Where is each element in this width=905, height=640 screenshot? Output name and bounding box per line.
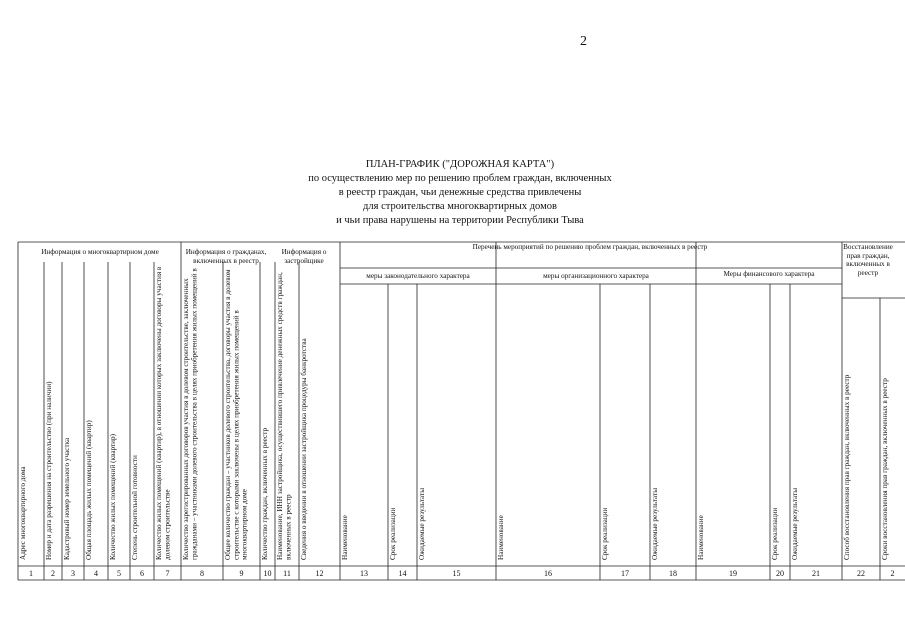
column-header: Общее количество граждан – участников долевого строительства, договоры участия в долевом строительстве с которыми заключены в целях приобретения жилых помещений в многоквартирном доме	[224, 269, 249, 560]
column-header: Ожидаемые результаты	[651, 487, 659, 560]
title-line: и чьи права нарушены на территории Республики Тыва	[336, 215, 584, 226]
column-header: Ожидаемые результаты	[791, 487, 799, 560]
subgroup-financial-header: Меры финансового характера	[723, 270, 815, 278]
group-developer-header: Информация о застройщике	[281, 248, 327, 265]
group-citizens-header: Информация о гражданах, включенных в реестр	[185, 248, 267, 265]
column-number: 16	[544, 569, 552, 578]
column-number: 21	[812, 569, 820, 578]
column-header: Сведения о введении в отношении застройщика процедуры банкротства	[300, 338, 308, 560]
column-header: Количество зарегистрированных договоров участия в долевом строительстве, заключенных гражданами – участниками долевого строительства в целях приобретения жилых помещений в	[182, 268, 199, 560]
column-number: 20	[776, 569, 784, 578]
group-restore-header: Восстановление прав граждан, включенных в реестр	[843, 243, 893, 277]
column-header: Сроки восстановления прав граждан, включенных в реестр	[881, 378, 889, 560]
subgroup-organizational-header: меры организационного характера	[543, 272, 649, 280]
column-number: 19	[729, 569, 737, 578]
column-number: 4	[94, 569, 98, 578]
column-number: 22	[857, 569, 865, 578]
column-number: 14	[398, 569, 407, 578]
column-number: 1	[29, 569, 33, 578]
column-number: 2	[51, 569, 55, 578]
column-header: Степень строительной готовности	[131, 455, 139, 560]
column-header: Номер и дата разрешения на строительство (при наличии)	[45, 381, 53, 560]
column-number: 11	[283, 569, 291, 578]
column-header: Количество жилых помещений (квартир), в отношении которых заключены договоры участия в долевом строительстве	[155, 266, 172, 560]
column-header: Количество граждан, включенных в реестр	[261, 427, 269, 560]
column-header: Срок реализации	[601, 507, 609, 560]
column-number: 6	[140, 569, 144, 578]
subgroup-legislative-header: меры законодательного характера	[366, 272, 470, 280]
column-header: Ожидаемые результаты	[418, 487, 426, 560]
group-house-header: Информация о многоквартирном доме	[41, 248, 159, 256]
column-number: 7	[165, 569, 170, 578]
column-header: Наименование	[341, 515, 349, 560]
column-header: Наименование	[697, 515, 705, 560]
column-header: Адрес многоквартирного дома	[19, 466, 27, 560]
page-number: 2	[580, 34, 587, 49]
column-header: Количество жилых помещений (квартир)	[109, 434, 117, 560]
column-number: 3	[71, 569, 75, 578]
column-header: Наименование, ИНН застройщика, осуществившего привлечение денежных средств граждан, включенных в реестр	[276, 272, 293, 560]
column-number: 5	[117, 569, 121, 578]
column-number: 15	[452, 569, 461, 578]
column-header: Способ восстановления прав граждан, включенных в реестр	[843, 374, 851, 560]
column-header: Наименование	[497, 515, 505, 560]
column-number: 2	[890, 569, 895, 578]
column-header: Общая площадь жилых помещений (квартир)	[85, 420, 93, 560]
title-line: по осуществлению мер по решению проблем граждан, включенных	[308, 173, 612, 184]
column-number: 13	[360, 569, 368, 578]
title-line: для строительства многоквартирных домов	[363, 201, 557, 212]
column-header: Срок реализации	[771, 507, 779, 560]
title-line: ПЛАН-ГРАФИК ("ДОРОЖНАЯ КАРТА")	[365, 159, 555, 170]
column-header: Срок реализации	[389, 507, 397, 560]
column-number: 17	[621, 569, 629, 578]
column-number: 10	[263, 569, 272, 578]
column-header: Кадастровый номер земельного участка	[63, 437, 71, 560]
column-number: 12	[315, 569, 324, 578]
group-measures-header: Перечень мероприятий по решению проблем граждан, включенных в реестр	[472, 243, 708, 251]
column-number: 18	[669, 569, 677, 578]
column-number: 9	[239, 569, 244, 578]
column-number: 8	[200, 569, 204, 578]
title-line: в реестр граждан, чьи денежные средства привлечены	[338, 187, 582, 198]
